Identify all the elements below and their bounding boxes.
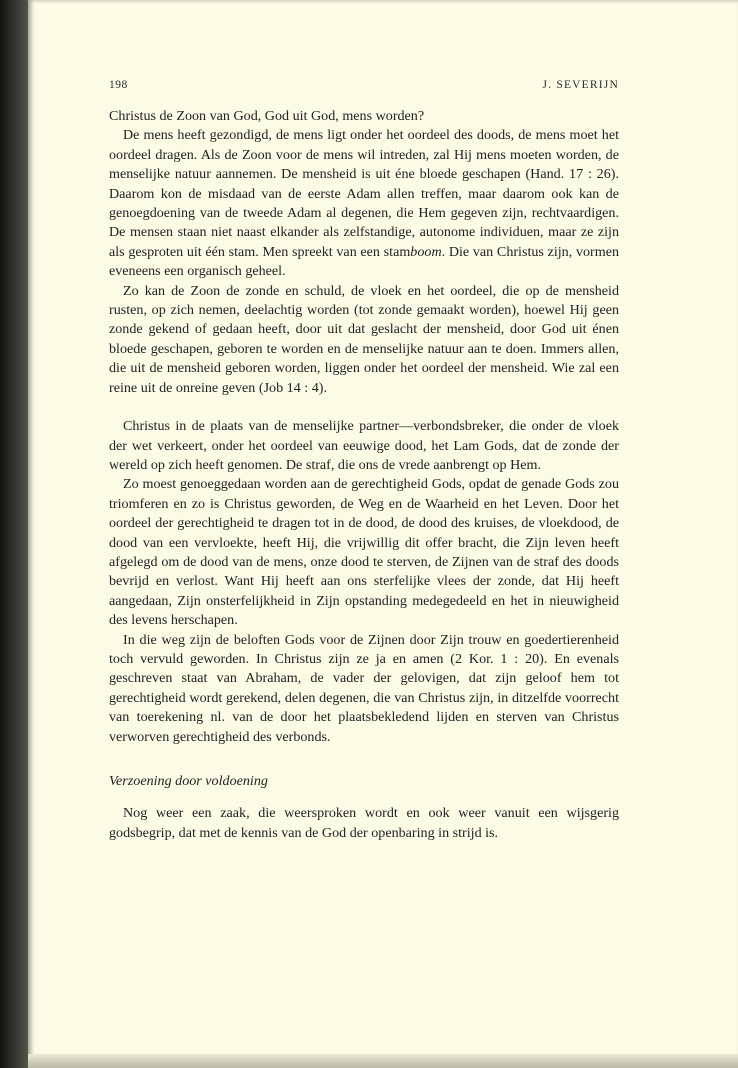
- paragraph-4: Christus in de plaats van de menselijke partner—verbondsbreker, die onder de vloek der wet verkeert, onder het oordeel van eeuwige dood, het Lam Gods, dat de zonde der wereld op zich heeft genomen. De straf, die ons de vrede aanbrengt op Hem.: [109, 418, 619, 473]
- paragraph-3: Zo kan de Zoon de zonde en schuld, de vloek en het oordeel, die op de mensheid rusten, op zich nemen, deelachtig worden (tot zonde gemaakt worden), hoewel Hij geen zonde gekend of gedaan heeft, door uit dat geslacht der mensheid, door God uit énen bloede geschapen, geboren te worden en de menselijke natuur aan te doen. Immers allen, die uit de mensheid geboren worden, liggen onder het oordeel der mensheid. Wie zal een reine uit de onreine geven (Job 14 : 4).: [109, 282, 619, 396]
- running-header: [109, 79, 619, 95]
- page-number: 198: [109, 79, 128, 91]
- paragraph-7: Nog weer een zaak, die weersproken wordt en ook weer vanuit een wijsgerig godsbegrip, dat met de kennis van de God der openbaring in strijd is.: [109, 805, 619, 841]
- running-head-author: J. SEVERIJN: [542, 79, 619, 91]
- paragraph-1: Christus de Zoon van God, God uit God, mens worden?: [109, 108, 425, 124]
- paragraph-2-text: De mens heeft gezondigd, de mens ligt onder het oordeel des doods, de mens moet het oordeel dragen. Als de Zoon voor de mens wil intreden, zal Hij mens moeten worden, de menselijke natuur aannemen. De mensheid is uit éne bloede geschapen (Hand. 17 : 26). Daarom kon de misdaad van de eerste Adam allen treffen, maar daarom ook kan de genoegdoening van de tweede Adam al degenen, die Hem gegeven zijn, rechtvaardigen. De mensen staan niet naast elkander als zelfstandige, autonome individuen, maar ze zijn als gesproten uit één stam. Men spreekt van een stam: [109, 127, 619, 260]
- paragraph-2-tail: . Die van Christus zijn, vormen eveneens een organisch geheel.: [109, 243, 619, 280]
- paragraph-5: Zo moest genoeggedaan worden aan de gerechtigheid Gods, opdat de genade Gods zou triomferen en zo is Christus geworden, de Weg en de Waarheid en het Leven. Door het oordeel der gerechtigheid te dragen tot in de dood, de dood des kruises, de vloekdood, de dood van een vervloekte, heeft Hij, die vrijwillig dit offer bracht, die Zijn leven heeft afgelegd om de dood van de mens, onze dood te sterven, de Zijnen van de straf des doods bevrijd en verlost. Want Hij heeft aan ons sterfelijke vlees der zonde, dat Hij heeft aangedaan, Zijn onsterfelijkheid in Zijn opstanding medegedeeld en het in nieuwigheid des levens herschapen.: [109, 476, 619, 629]
- scan-edge-bottom: [28, 1054, 738, 1068]
- section-heading: Verzoening door voldoening: [109, 773, 268, 789]
- paragraph-6: In die weg zijn de beloften Gods voor de Zijnen door Zijn trouw en goedertierenheid toch vervuld geworden. In Christus zijn ze ja en amen (2 Kor. 1 : 20). En evenals geschreven staat van Abraham, de vader der gelovigen, dat zijn geloof hem tot gerechtigheid wordt gerekend, delen degenen, die van Christus zijn, in ditzelfde voorrecht van toerekening nl. van de door het plaatsbekledend lijden en sterven van Christus verworven gerechtigheid des verbonds.: [109, 631, 619, 745]
- paragraph-2-italic: boom: [410, 243, 442, 260]
- body-text: [109, 107, 619, 843]
- scan-edge-left: [0, 0, 28, 1068]
- paragraph-2: [109, 126, 619, 281]
